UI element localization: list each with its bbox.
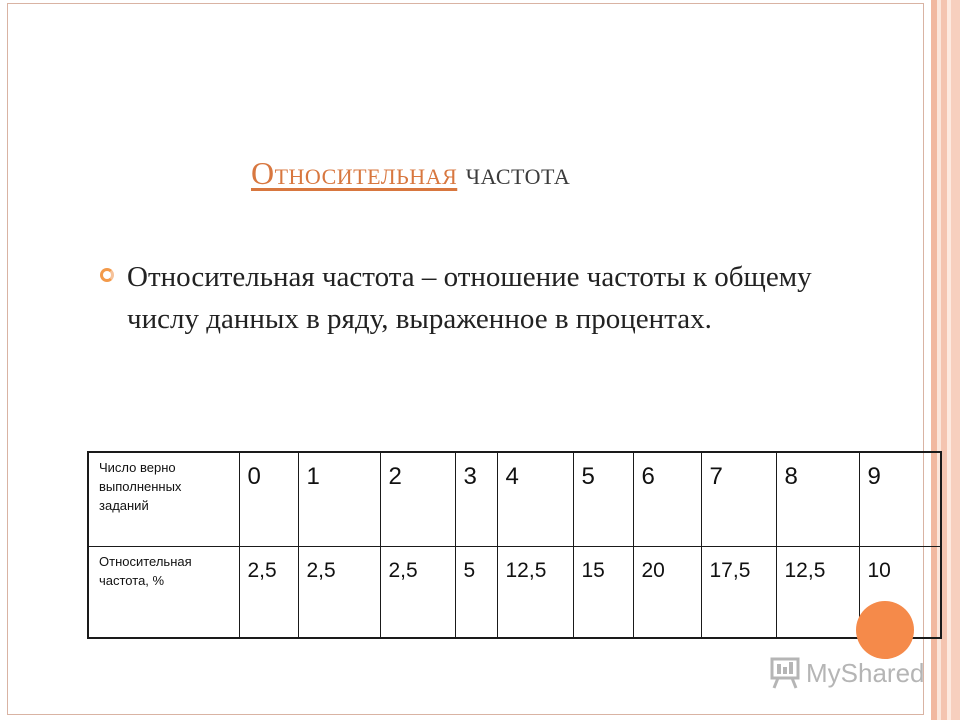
bullet-item bbox=[100, 256, 870, 340]
table-cell: 12,5 bbox=[497, 546, 573, 638]
table-cell: 2,5 bbox=[298, 546, 380, 638]
table-cell: 5 bbox=[455, 546, 497, 638]
watermark-text: MyShared bbox=[806, 657, 925, 688]
title-rest: частота bbox=[465, 155, 571, 191]
table-cell: 2,5 bbox=[239, 546, 298, 638]
table-cell: 2,5 bbox=[380, 546, 455, 638]
bullet-text: Относительная частота – отношение частоты к общему числу данных в ряду, выраженное в процентах. bbox=[127, 261, 812, 335]
table-cell: 12,5 bbox=[776, 546, 859, 638]
table-cell: 10 bbox=[859, 546, 941, 638]
table-cell: 4 bbox=[497, 452, 573, 546]
row-label-count: Число верно выполненных заданий bbox=[88, 452, 239, 546]
slide-title bbox=[251, 155, 570, 192]
table-cell: 20 bbox=[633, 546, 701, 638]
title-link[interactable]: Относительная bbox=[251, 155, 458, 191]
bullet-icon bbox=[100, 268, 114, 282]
table-cell: 9 bbox=[859, 452, 941, 546]
table-cell: 6 bbox=[633, 452, 701, 546]
table-cell: 17,5 bbox=[701, 546, 776, 638]
table-cell: 8 bbox=[776, 452, 859, 546]
table-row bbox=[88, 452, 941, 546]
table-cell: 7 bbox=[701, 452, 776, 546]
decorative-circle bbox=[856, 601, 914, 659]
table-cell: 3 bbox=[455, 452, 497, 546]
table-cell: 5 bbox=[573, 452, 633, 546]
table-cell: 15 bbox=[573, 546, 633, 638]
table-cell: 2 bbox=[380, 452, 455, 546]
table-cell: 0 bbox=[239, 452, 298, 546]
watermark-logo[interactable] bbox=[768, 656, 925, 690]
frequency-table bbox=[87, 451, 942, 639]
table-cell: 1 bbox=[298, 452, 380, 546]
table-row bbox=[88, 546, 941, 638]
row-label-percent: Относительная частота, % bbox=[88, 546, 239, 638]
presentation-icon bbox=[768, 656, 802, 690]
